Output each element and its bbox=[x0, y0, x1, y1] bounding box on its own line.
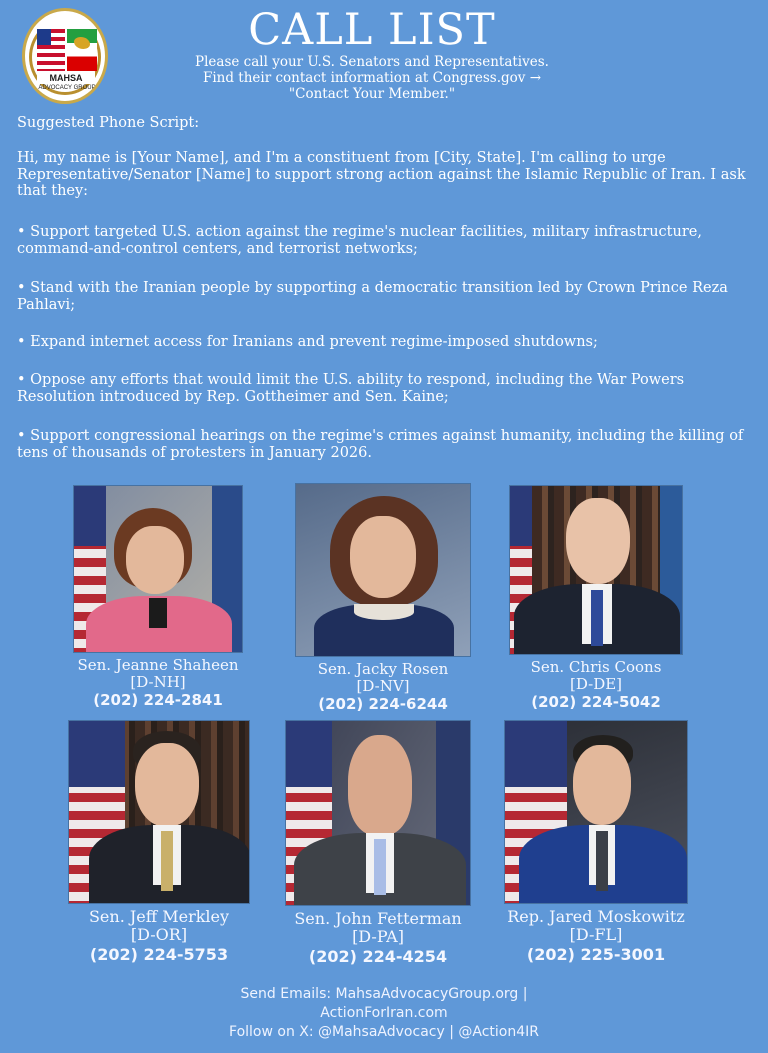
member-photo bbox=[68, 720, 250, 904]
header-instructions bbox=[146, 54, 598, 102]
script-intro: Hi, my name is [Your Name], and I'm a constituent from [City, State]. I'm calling to urge Representative/Senator [Name] to support strong action against the Islamic Republic of Iran. I ask that they: bbox=[17, 150, 746, 199]
member-phone[interactable]: (202) 224-4254 bbox=[308, 947, 448, 966]
script-bullet-5: • Support congressional hearings on the regime's crimes against humanity, including the killing of tens of thousands of protesters in January 2026. bbox=[17, 428, 744, 461]
script-bullet-3: • Expand internet access for Iranians and prevent regime-imposed shutdowns; bbox=[17, 334, 598, 350]
instruction-line-1: Please call your U.S. Senators and Representatives. bbox=[195, 54, 549, 70]
script-bullet-1: • Support targeted U.S. action against the regime's nuclear facilities, military infrastructure, command-and-control centers, and terrorist networks; bbox=[17, 224, 702, 257]
member-card-merkley bbox=[64, 720, 254, 965]
member-card-shaheen bbox=[60, 485, 256, 710]
member-phone[interactable]: (202) 224-2841 bbox=[93, 691, 223, 709]
script-bullet-2: • Stand with the Iranian people by supporting a democratic transition led by Crown Prince Reza Pahlavi; bbox=[17, 280, 728, 313]
member-photo bbox=[73, 485, 243, 653]
member-party: [D-NV] bbox=[356, 677, 410, 695]
member-name: Sen. John Fetterman bbox=[294, 909, 462, 928]
member-name: Sen. Jeff Merkley bbox=[88, 907, 230, 926]
member-card-rosen bbox=[285, 483, 481, 714]
member-party: [D-PA] bbox=[352, 927, 404, 946]
script-bullet-4: • Oppose any efforts that would limit the U.S. ability to respond, including the War Powers Resolution introduced by Rep. Gottheimer and Sen. Kaine; bbox=[17, 372, 685, 405]
instruction-line-3: "Contact Your Member." bbox=[288, 86, 456, 102]
member-card-moskowitz bbox=[496, 720, 696, 965]
member-phone[interactable]: (202) 224-6244 bbox=[318, 695, 448, 713]
member-name: Sen. Chris Coons bbox=[530, 658, 662, 676]
iran-flag-icon bbox=[67, 29, 97, 71]
member-phone[interactable]: (202) 225-3001 bbox=[526, 945, 666, 964]
member-party: [D-DE] bbox=[569, 675, 623, 693]
us-flag-icon bbox=[37, 29, 65, 71]
member-photo bbox=[504, 720, 688, 904]
member-photo bbox=[509, 485, 683, 655]
member-party: [D-OR] bbox=[130, 925, 188, 944]
logo-badge-text: MAHSA bbox=[37, 72, 95, 84]
member-party: [D-FL] bbox=[569, 925, 623, 944]
footer-social-line[interactable]: Follow on X: @MahsaAdvocacy | @Action4IR bbox=[229, 1024, 539, 1040]
member-photo bbox=[295, 483, 471, 657]
instruction-line-2: Find their contact information at Congress.gov → bbox=[202, 70, 542, 86]
lion-and-sun-icon bbox=[74, 37, 90, 49]
footer-emails-line[interactable]: Send Emails: MahsaAdvocacyGroup.org | bbox=[240, 986, 528, 1002]
member-name: Rep. Jared Moskowitz bbox=[507, 907, 685, 926]
script-heading: Suggested Phone Script: bbox=[17, 115, 200, 131]
member-name: Sen. Jacky Rosen bbox=[317, 660, 449, 678]
member-card-fetterman bbox=[280, 720, 476, 967]
footer-contact bbox=[120, 985, 648, 1042]
footer-website-line[interactable]: ActionForIran.com bbox=[320, 1005, 448, 1021]
member-name: Sen. Jeanne Shaheen bbox=[77, 656, 239, 674]
member-phone[interactable]: (202) 224-5042 bbox=[531, 693, 661, 711]
member-party: [D-NH] bbox=[130, 673, 186, 691]
member-card-coons bbox=[498, 485, 694, 712]
member-photo bbox=[285, 720, 471, 906]
mahsa-advocacy-logo bbox=[22, 8, 108, 104]
member-phone[interactable]: (202) 224-5753 bbox=[89, 945, 229, 964]
logo-sub-text: ADVOCACY GROUP bbox=[38, 85, 96, 91]
page-title: CALL LIST bbox=[248, 5, 496, 55]
